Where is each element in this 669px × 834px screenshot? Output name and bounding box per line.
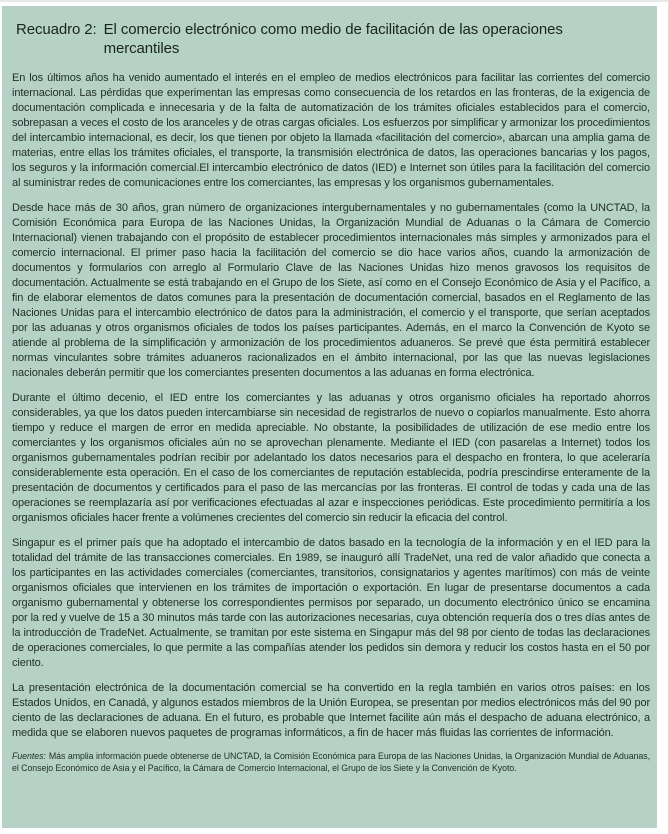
fuentes-text: Más amplia información puede obtenerse de UNCTAD, la Comisión Económica para Europa de las Naciones Unidas, la Organización Mundial de Aduanas, el Consejo Económico de Asia y el Pacífico, la Cámara de Comercio Internacional, el Grupo de los Siete y la Convención de Kyoto. — [12, 751, 650, 773]
fuentes-label: Fuentes: — [12, 751, 46, 761]
paragraph-intro: En los últimos años ha venido aumentado el interés en el empleo de medios electrónicos para facilitar las corrientes del comercio internacional. Las pérdidas que experimentan las empresas como consecuencia de los retardos en las fronteras, de la exigencia de documentación complicada e innecesaria y de la falta de automatización de los trámites oficiales establecidos para el comercio, sobrepasan a veces el costo de los aranceles y de otras cargas oficiales. Los esfuerzos por simplificar y armonizar los procedimientos del intercambio internacional, es decir, los que tienen por objeto la llamada «facilitación del comercio», abarcan una amplia gama de materias, entre ellas los trámites oficiales, el transporte, la transmisión electrónica de datos, las operaciones bancarias y los pagos, los seguros y la información comercial.El intercambio electrónico de datos (IED) e Internet son útiles para la facilitación del comercio al suministrar redes de comunicaciones entre los comerciantes, las empresas y los organismos gubernamentales. — [12, 72, 650, 189]
box-title-text: El comercio electrónico como medio de facilitación de las operaciones mercantiles — [103, 21, 563, 57]
fuentes-footnote — [12, 751, 650, 774]
paragraph-otros-paises: La presentación electrónica de la documentación comercial se ha convertido en la regla también en varios otros países: en los Estados Unidos, en Canadá, y algunos estados miembros de la Unión Europea, se presentan por medios electrónicos más del 90 por ciento de las declaraciones de aduana. En el futuro, es probable que Internet facilite aún más el despacho de aduana electrónico, a medida que se elaboren nuevos paquetes de programas informáticos, a fin de hacer más fluidas las corrientes de información. — [12, 682, 650, 739]
paragraph-organizaciones: Desde hace más de 30 años, gran número de organizaciones intergubernamentales y no gubernamentales (como la UNCTAD, la Comisión Económica para Europa de las Naciones Unidas, la Organización Mundial de Aduanas o la Cámara de Comercio Internacional) vienen trabajando con el propósito de establecer procedimientos internacionales más simples y armonizados para el comercio internacional. El primer paso hacia la facilitación del comercio se dio hace varios años, cuando la armonización de documentos y formularios con arreglo al Formulario Clave de las Naciones Unidas hizo menos gravosos los requisitos de documentación. Actualmente se está trabajando en el Grupo de los Siete, así como en el Consejo Económico de Asia y el Pacífico, a fin de elaborar elementos de datos comunes para la presentación de documentación comercial, basados en el Reglamento de las Naciones Unidas para el intercambio electrónico de datos para la administración, el comercio y el transporte, que serían aceptados por las aduanas y otros organismos oficiales de todos los países participantes. Además, en el marco la Convención de Kyoto se atiende al problema de la simplificación y armonización de los procedimientos aduaneros. Se prevé que ésta permitirá establecer normas vinculantes sobre trámites aduaneros racionalizados en el ámbito internacional, por las que las nuevas legislaciones nacionales deberán permitir que los comerciantes presenten documentos a las aduanas en forma electrónica. — [12, 202, 650, 379]
box-title-label: Recuadro 2: — [16, 21, 97, 38]
paragraph-ied-ahorros: Durante el último decenio, el IED entre los comerciantes y las aduanas y otros organismo oficiales ha reportado ahorros considerables, ya que los datos pueden intercambiarse sin necesidad de registrarlos de nuevo o copiarlos manualmente. Esto ahorra tiempo y reduce el margen de error en medida apreciable. No obstante, la posibilidades de utilización de ese medio entre los comerciantes y los organismos oficiales aún no se aprovechan plenamente. Mediante el IED (con pasarelas a Internet) todos los organismos gubernamentales podrían recibir por adelantado los datos necesarios para el despacho en frontera, lo que aceleraría considerablemente esta operación. En el caso de los comerciantes de reputación establecida, podría prescindirse enteramente de la presentación de documentos y certificados para el paso de las mercancías por las fronteras. El control de todas y cada una de las operaciones se reemplazaría así por verificaciones efectuadas al azar e inspecciones periódicas. Este procedimiento permitiría a los organismos oficiales hacer frente a volúmenes crecientes del comercio sin reducir la eficacia del control. — [12, 392, 650, 524]
box-title — [16, 20, 650, 58]
box-body — [12, 71, 650, 741]
recuadro-2-box — [2, 6, 657, 828]
paragraph-singapur-tradenet: Singapur es el primer país que ha adoptado el intercambio de datos basado en la tecnología de la información y en el IED para la totalidad del trámite de las transacciones comerciales. En 1989, se inauguró allí TradeNet, una red de valor añadido que conecta a los participantes en las actividades comerciales (comerciantes, transitorios, consignatarios y agentes marítimos) con más de veinte organismos oficiales que intervienen en los trámites de importación o exportación. En lugar de presentarse documentos a cada organismo gubernamental y obtenerse los correspondientes permisos por separado, un documento electrónico único se encamina por la red y vuelve de 15 a 30 minutos más tarde con las autorizaciones necesarias, cuya obtención requería dos o tres días antes de la introducción de TradeNet. Actualmente, se tramitan por este sistema en Singapur más del 98 por ciento de todas las declaraciones de operaciones comerciales, lo que permite a las compañías atender los pedidos sin demora y reducir los costos hasta en el 50 por ciento. — [12, 537, 650, 669]
